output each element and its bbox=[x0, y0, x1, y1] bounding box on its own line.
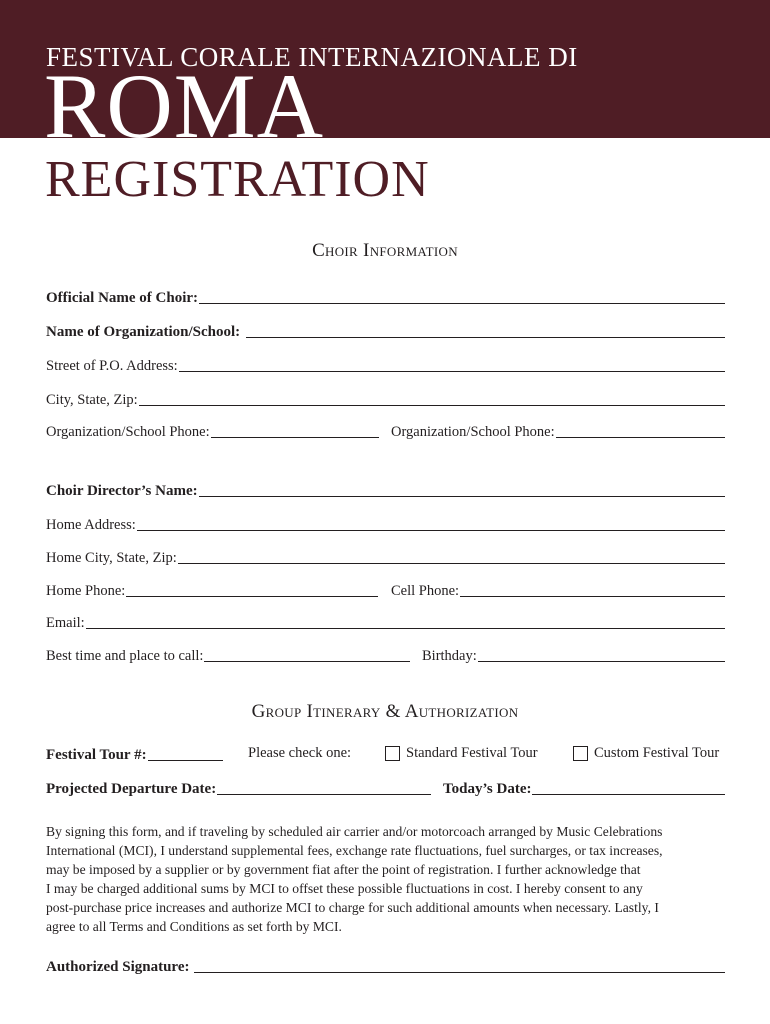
official-name-label: Official Name of Choir: bbox=[46, 290, 199, 306]
home-address-line bbox=[137, 530, 725, 531]
birthday-line bbox=[478, 661, 725, 662]
home-address-label: Home Address: bbox=[46, 517, 136, 533]
home-city-field[interactable] bbox=[46, 547, 725, 567]
cell-phone-line bbox=[460, 596, 725, 597]
home-phone-field[interactable] bbox=[46, 580, 378, 600]
org-phone-label-2: Organization/School Phone: bbox=[391, 424, 555, 440]
signature-field[interactable] bbox=[46, 956, 725, 976]
birthday-label: Birthday: bbox=[422, 648, 477, 664]
page-title: REGISTRATION bbox=[45, 151, 430, 208]
organization-label: Name of Organization/School: bbox=[46, 324, 241, 340]
festival-tour-line bbox=[148, 760, 223, 761]
email-label: Email: bbox=[46, 615, 85, 631]
standard-tour-option[interactable] bbox=[385, 745, 538, 762]
org-phone-field-2[interactable] bbox=[391, 421, 725, 441]
org-phone-line-2 bbox=[556, 437, 725, 438]
official-name-field[interactable] bbox=[46, 287, 725, 307]
signature-line bbox=[194, 972, 725, 973]
official-name-line bbox=[199, 303, 725, 304]
festival-tour-field[interactable] bbox=[46, 744, 223, 764]
standard-tour-label: Standard Festival Tour bbox=[406, 745, 538, 761]
cell-phone-field[interactable] bbox=[391, 580, 725, 600]
authorization-line: I may be charged additional sums by MCI to offset these possible fluctuations in cost. I hereby consent to any bbox=[46, 881, 643, 896]
authorization-line: may be imposed by a supplier or by government fiat after the point of registration. I further acknowledge that bbox=[46, 862, 641, 877]
departure-date-field[interactable] bbox=[46, 778, 431, 798]
todays-date-label: Today’s Date: bbox=[443, 781, 532, 797]
festival-city: ROMA bbox=[44, 55, 325, 157]
street-label: Street of P.O. Address: bbox=[46, 358, 178, 374]
check-prompt: Please check one: bbox=[248, 745, 352, 761]
signature-label: Authorized Signature: bbox=[46, 959, 190, 975]
custom-tour-checkbox[interactable] bbox=[573, 746, 588, 761]
email-field[interactable] bbox=[46, 612, 725, 632]
standard-tour-checkbox[interactable] bbox=[385, 746, 400, 761]
header-banner bbox=[0, 0, 770, 157]
street-field[interactable] bbox=[46, 355, 725, 375]
home-address-field[interactable] bbox=[46, 514, 725, 534]
authorization-line: By signing this form, and if traveling by scheduled air carrier and/or motorcoach arranged by Music Celebrations bbox=[46, 824, 663, 839]
departure-date-line bbox=[217, 794, 431, 795]
cell-phone-label: Cell Phone: bbox=[391, 583, 460, 599]
home-city-line bbox=[178, 563, 725, 564]
home-phone-line bbox=[126, 596, 378, 597]
director-name-line bbox=[199, 496, 725, 497]
street-line bbox=[179, 371, 725, 372]
director-name-field[interactable] bbox=[46, 480, 725, 500]
authorization-line: agree to all Terms and Conditions as set forth by MCI. bbox=[46, 919, 342, 934]
section-title-itinerary: Group Itinerary & Authorization bbox=[251, 701, 519, 722]
home-phone-label: Home Phone: bbox=[46, 583, 126, 599]
home-city-label: Home City, State, Zip: bbox=[46, 550, 177, 566]
best-time-field[interactable] bbox=[46, 645, 410, 665]
organization-line bbox=[246, 337, 725, 338]
todays-date-line bbox=[532, 794, 725, 795]
custom-tour-option[interactable] bbox=[573, 745, 719, 762]
best-time-line bbox=[204, 661, 410, 662]
org-phone-field-1[interactable] bbox=[46, 421, 379, 441]
section-title-choir: Choir Information bbox=[312, 240, 458, 261]
departure-date-label: Projected Departure Date: bbox=[46, 781, 217, 797]
city-state-zip-label: City, State, Zip: bbox=[46, 392, 138, 408]
organization-field[interactable] bbox=[46, 321, 725, 341]
authorization-line: International (MCI), I understand supplemental fees, exchange rate fluctuations, fuel surcharges, or tax increases, bbox=[46, 843, 663, 858]
birthday-field[interactable] bbox=[422, 645, 725, 665]
org-phone-line-1 bbox=[211, 437, 379, 438]
org-phone-label-1: Organization/School Phone: bbox=[46, 424, 210, 440]
festival-tour-label: Festival Tour #: bbox=[46, 747, 147, 763]
best-time-label: Best time and place to call: bbox=[46, 648, 204, 664]
festival-subtitle: FESTIVAL CORALE INTERNAZIONALE DI bbox=[46, 42, 578, 72]
city-state-zip-field[interactable] bbox=[46, 389, 725, 409]
authorization-paragraph bbox=[46, 822, 722, 936]
authorization-line: post-purchase price increases and authorize MCI to charge for such additional amounts when necessary. Lastly, I bbox=[46, 900, 659, 915]
email-line bbox=[86, 628, 725, 629]
todays-date-field[interactable] bbox=[443, 778, 725, 798]
custom-tour-label: Custom Festival Tour bbox=[594, 745, 720, 761]
director-name-label: Choir Director’s Name: bbox=[46, 483, 198, 499]
city-state-zip-line bbox=[139, 405, 725, 406]
